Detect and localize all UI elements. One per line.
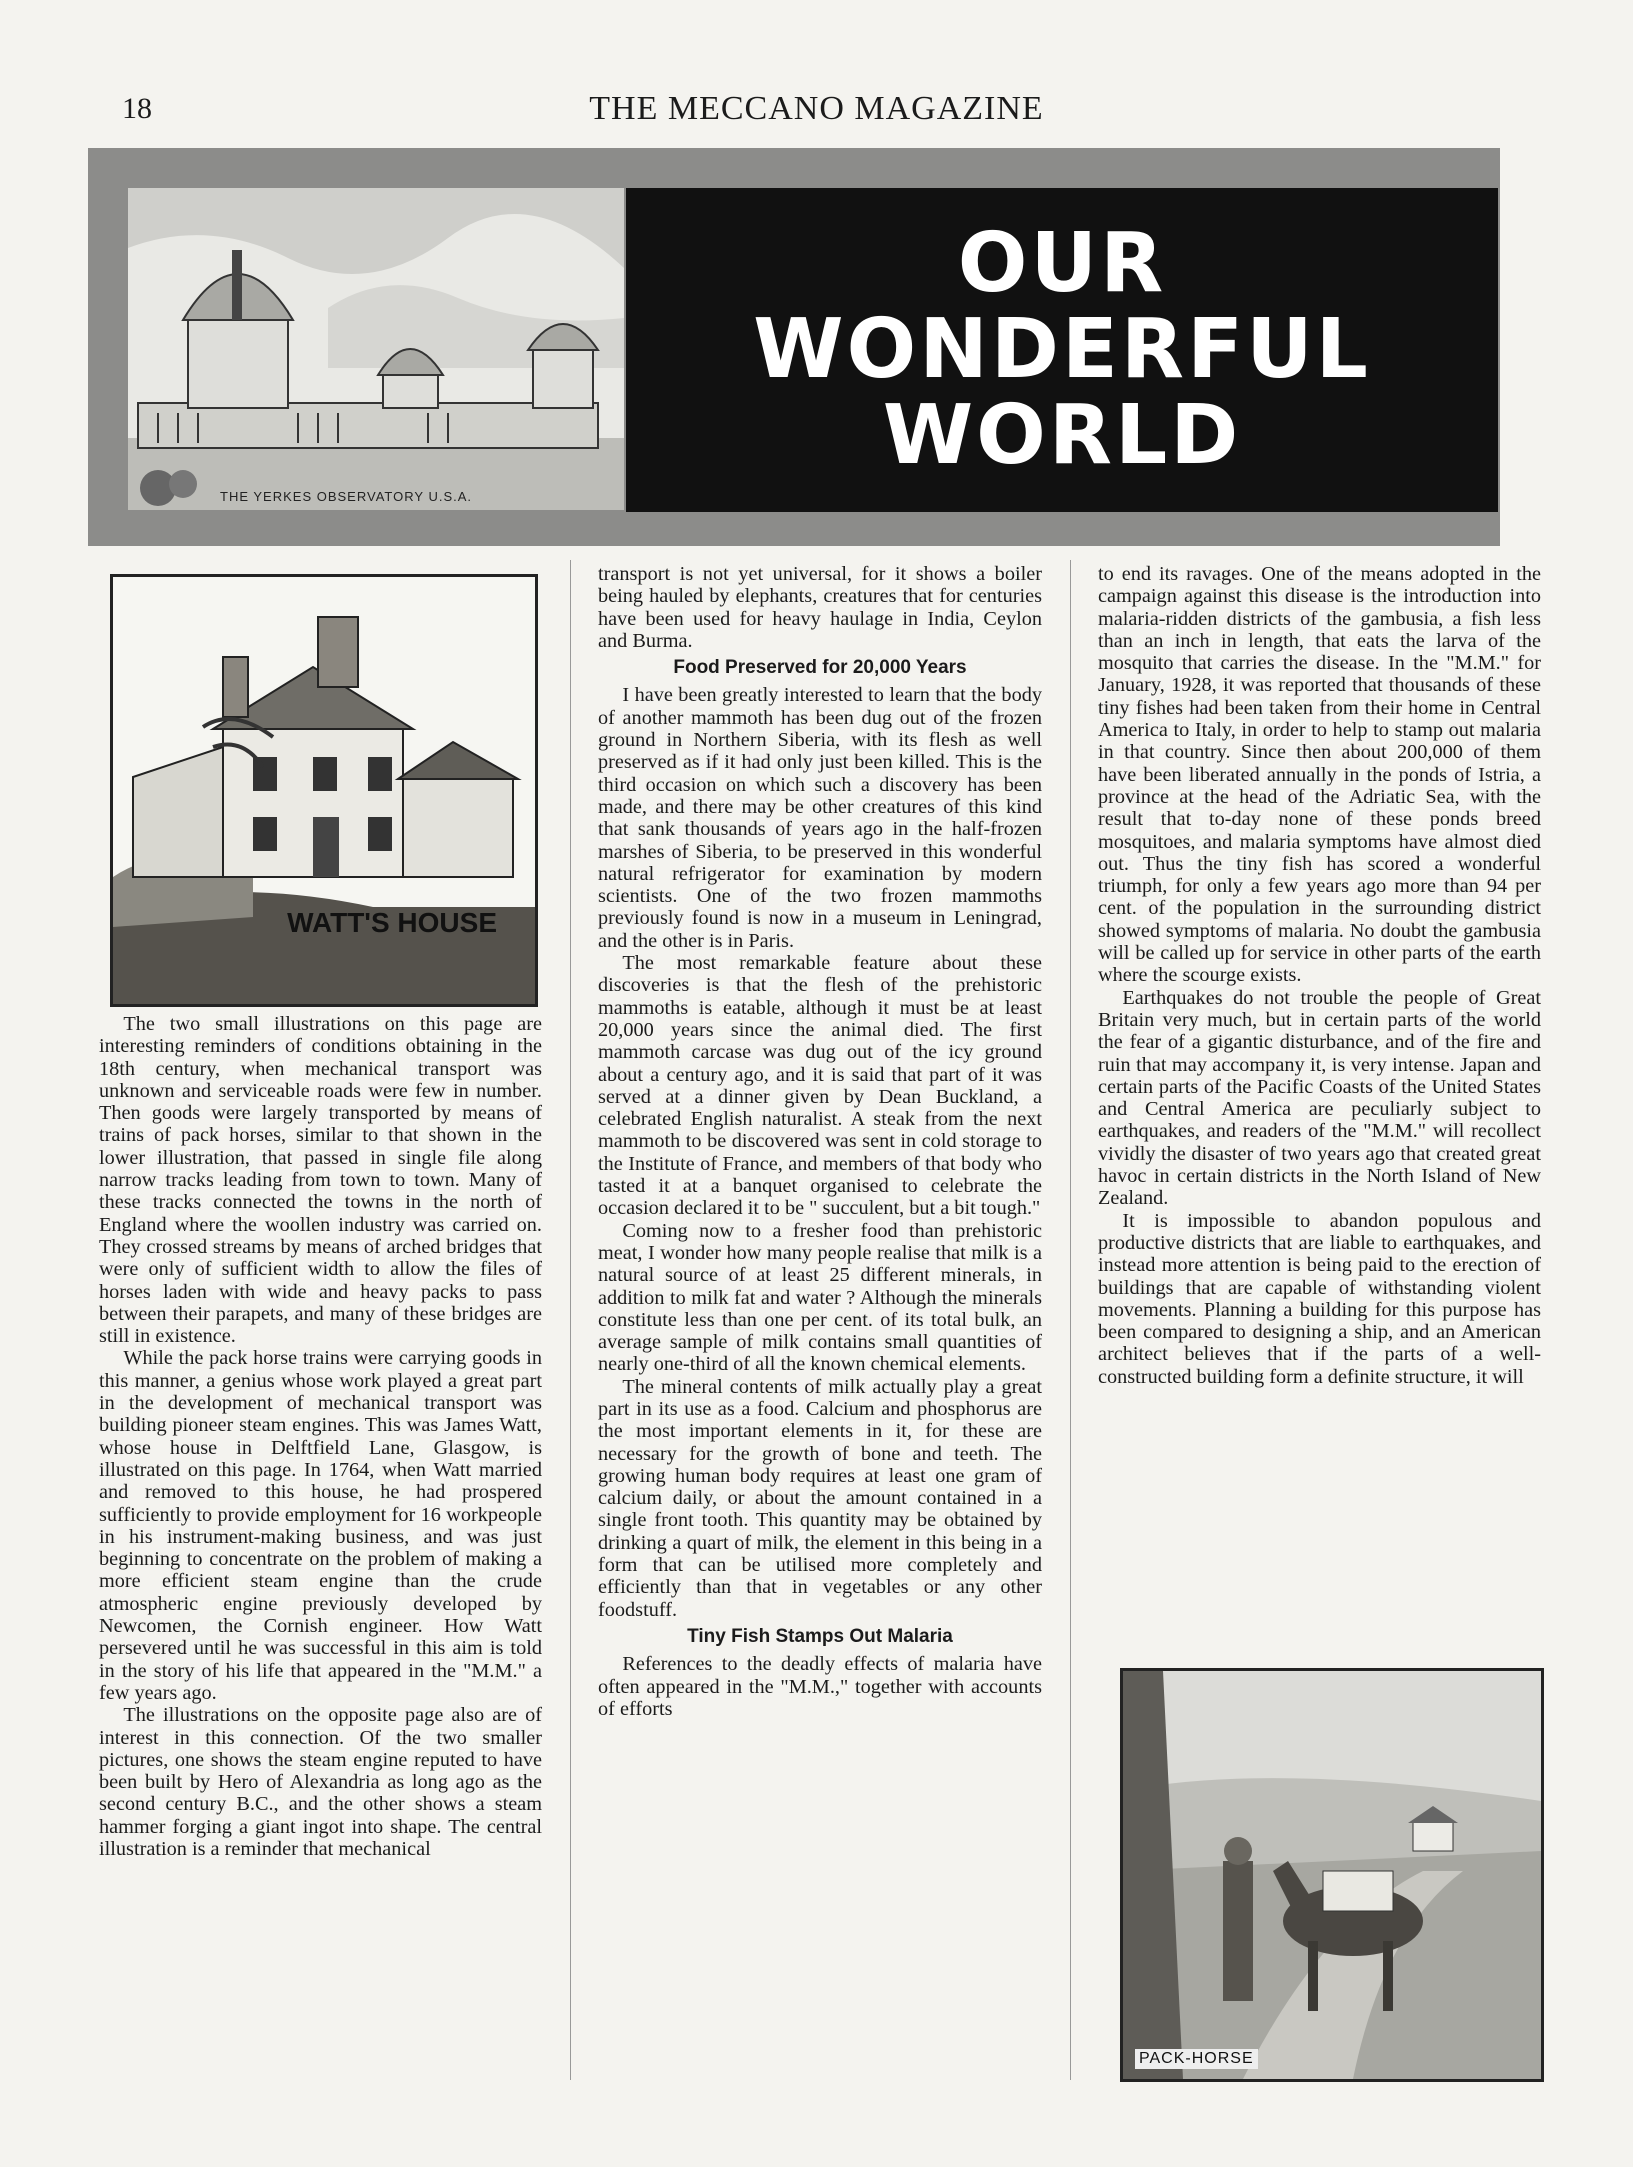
- observatory-illustration: [128, 188, 624, 510]
- column1-paragraph-3: The illustrations on the opposite page also are of interest in this connection. Of the two smaller pictures, one shows the steam engine reputed to have been built by Hero of Alexandria as long ago as the second century B.C., and the other shows a steam hammer forging a giant ingot into shape. The central illustration is a reminder that mechanical: [99, 1704, 542, 1860]
- column2-paragraph-4: The mineral contents of milk actually play a great part in its use as a food. Calcium and phosphorus are the most important elements in it, for these are necessary for the growth of bone and teeth. The growing human body requires at least one gram of calcium daily, or about the amount contained in a single front tooth. This quantity may be obtained by drinking a quart of milk, the element in this being in a form that can be utilised more completely and efficiently than that in vegetables or any other foodstuff.: [598, 1375, 1042, 1621]
- section-title: [626, 188, 1498, 512]
- title-line-3: WORLD: [882, 388, 1242, 483]
- observatory-drawing: [128, 188, 624, 510]
- watts-house-drawing: [113, 577, 535, 1004]
- column2-paragraph-0: transport is not yet universal, for it shows a boiler being hauled by elephants, creatures that for centuries have been used for heavy haulage in India, Ceylon and Burma.: [598, 563, 1042, 652]
- article-column-2: [598, 563, 1042, 1720]
- column2-paragraph-2: The most remarkable feature about these discoveries is that the flesh of the prehistoric mammoths is eatable, although it must be at least 20,000 years since the animal died. The first mammoth carcase was dug out of the icy ground about a century ago, and it is said that part of it was served at a dinner given by Dean Buckland, a celebrated English naturalist. A steak from the next mammoth to be discovered was sent in cold storage to the Institute of France, and members of that body who tasted it at a banquet organised to celebrate the occasion declared it to be " succulent, but a bit tough.": [598, 952, 1042, 1220]
- column-divider: [570, 560, 571, 2080]
- column2-paragraph-5: References to the deadly effects of malaria have often appeared in the "M.M.," together with accounts of efforts: [598, 1653, 1042, 1720]
- column3-paragraph-3: It is impossible to abandon populous and productive districts that are liable to earthquakes, and instead more attention is being paid to the erection of buildings that are capable of withstanding violent movements. Planning a building for this purpose has been compared to designing a ship, and an American architect believes that if the parts of a well-constructed building form a definite structure, it will: [1098, 1209, 1541, 1388]
- column1-paragraph-1: The two small illustrations on this page are interesting reminders of conditions obtaining in the 18th century, when mechanical transport was unknown and serviceable roads were few in number. Then goods were largely transported by means of trains of pack horses, similar to that shown in the lower illustration, that passed in single file along narrow tracks leading from town to town. Many of these tracks connected the towns in the north of England where the woollen industry was carried on. They crossed streams by means of arched bridges that were only of sufficient width to allow the files of horses laden with wide and heavy packs to pass between their parapets, and many of these bridges are still in existence.: [99, 1013, 542, 1348]
- magazine-title: THE MECCANO MAGAZINE: [589, 90, 1044, 127]
- article-column-1: [99, 1013, 542, 1860]
- pack-horse-caption: PACK-HORSE: [1135, 2049, 1258, 2069]
- column2-paragraph-1: I have been greatly interested to learn that the body of another mammoth has been dug out of the frozen ground in Northern Siberia, with its flesh as well preserved as if it had only just been killed. This is the third occasion on which such a discovery has been made, and there may be other creatures of this kind that sank thousands of years ago in the half-frozen marshes of Siberia, to be preserved in this wonderful natural refrigerator for examination by modern scientists. One of the two frozen mammoths previously found is now in a museum in Leningrad, and the other is in Paris.: [598, 684, 1042, 952]
- page-number: 18: [122, 92, 152, 125]
- observatory-caption: THE YERKES OBSERVATORY U.S.A.: [220, 489, 473, 504]
- column3-paragraph-1: to end its ravages. One of the means adopted in the campaign against this disease is the introduction into malaria-ridden districts of the gambusia, a fish less than an inch in length, that eats the larva of the mosquito that carries the disease. In the "M.M." for January, 1928, it was reported that thousands of these tiny fishes had been taken from their home in Central America to Italy, in order to help to stamp out malaria in that country. Since then about 200,000 of them have been liberated annually in the ponds of Istria, a province at the head of the Adriatic Sea, with the result that to-day none of these ponds breed mosquitoes, and malaria symptoms have almost died out. Thus the tiny fish has scored a wonderful triumph, for only a few years ago more than 94 per cent. of the population in the surrounding district showed symptoms of malaria. No doubt the gambusia will be called up for service in other parts of the earth where the scourge exists.: [1098, 563, 1541, 987]
- watts-house-illustration: [110, 574, 538, 1007]
- subheading-tiny-fish: Tiny Fish Stamps Out Malaria: [687, 1625, 953, 1647]
- title-line-1: OUR: [957, 216, 1167, 311]
- pack-horse-drawing: [1123, 1671, 1541, 2079]
- header-banner: [88, 148, 1500, 546]
- title-line-2: WONDERFUL: [753, 302, 1371, 397]
- article-column-3: [1098, 563, 1541, 1388]
- column3-paragraph-2: Earthquakes do not trouble the people of Great Britain very much, but in certain parts of the world the fear of a gigantic disturbance, and of the fire and ruin that may accompany it, is very intense. Japan and certain parts of the Pacific Coasts of the United States and Central America are peculiarly subject to earthquakes, and readers of the "M.M." will recollect vividly the disaster of two years ago that created great havoc in certain districts in the North Island of New Zealand.: [1098, 986, 1541, 1210]
- pack-horse-illustration: [1120, 1668, 1544, 2082]
- subheading-food-preserved: Food Preserved for 20,000 Years: [673, 657, 967, 679]
- column-divider: [1070, 560, 1071, 2080]
- watts-house-caption: WATT'S HOUSE: [287, 907, 497, 938]
- column1-paragraph-2: While the pack horse trains were carrying goods in this manner, a genius whose work played a great part in the development of mechanical transport was building pioneer steam engines. This was James Watt, whose house in Delftfield Lane, Glasgow, is illustrated on this page. In 1764, when Watt married and removed to this house, he had prospered sufficiently to provide employment for 16 workpeople in his instrument-making business, and was just beginning to concentrate on the problem of making a more efficient steam engine than the crude atmospheric engine previously developed by Newcomen, the Cornish engineer. How Watt persevered until he was successful in this aim is told in the story of his life that appeared in the "M.M." a few years ago.: [99, 1347, 542, 1704]
- column2-paragraph-3: Coming now to a fresher food than prehistoric meat, I wonder how many people realise that milk is a natural source of at least 25 different minerals, in addition to milk fat and water ? Although the minerals constitute less than one per cent. of its total bulk, an average sample of milk contains small quantities of nearly one-third of all the known chemical elements.: [598, 1219, 1042, 1376]
